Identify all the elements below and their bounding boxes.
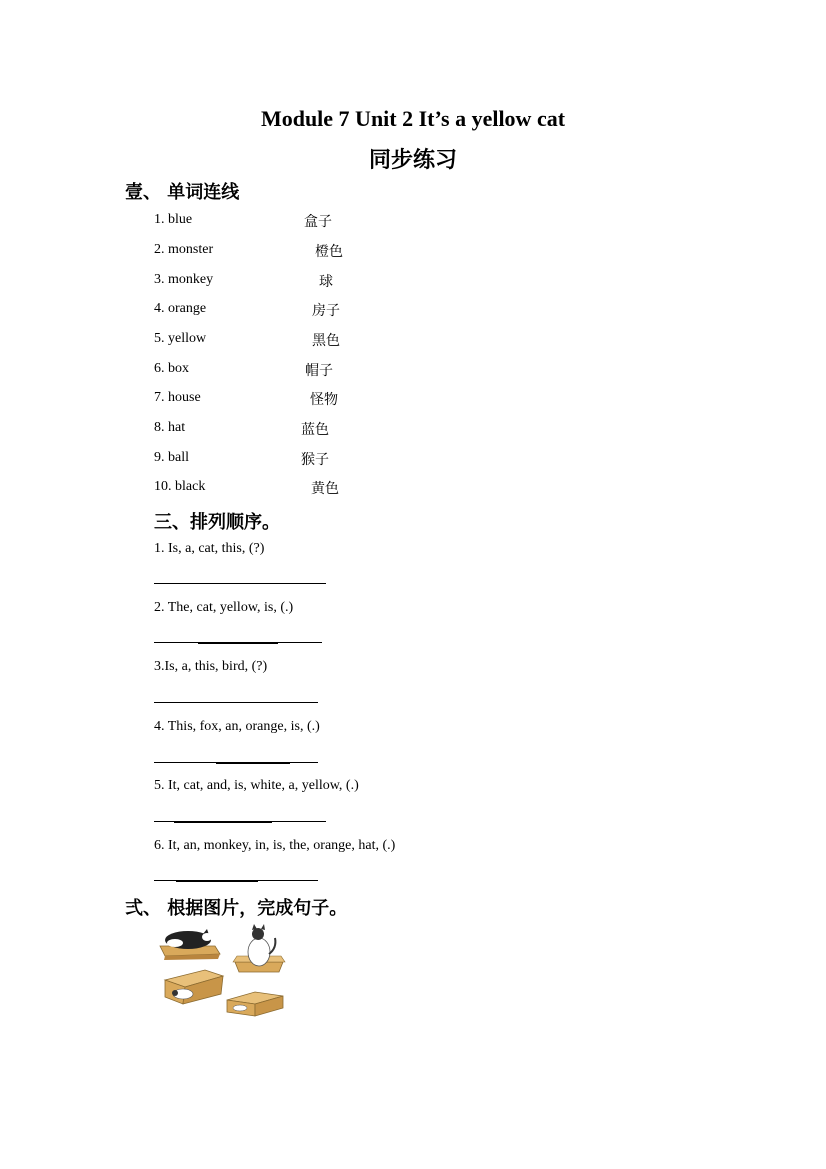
word-item: 7. house [154,390,201,405]
meaning-item: 黄色 [311,481,339,497]
word-item: 2. monster [154,242,214,257]
answer-line[interactable] [154,642,322,643]
question-item: 1. Is, a, cat, this, (?) [154,541,265,556]
question-item: 5. It, cat, and, is, white, a, yellow, (.) [154,778,359,793]
word-item: 5. yellow [154,331,207,346]
page-subtitle: 同步练习 [368,148,457,173]
word-item: 8. hat [154,420,186,435]
word-item: 1. blue [154,212,193,227]
section-heading-sentence-order: 三、排列顺序。 [154,512,280,533]
word-item: 4. orange [154,301,207,316]
section-heading-word-matching: 壹、 单词连线 [125,182,240,203]
meaning-item: 房子 [312,303,340,319]
question-item: 2. The, cat, yellow, is, (.) [154,600,294,615]
meaning-item: 球 [319,274,333,290]
question-item: 3.Is, a, this, bird, (?) [154,659,268,674]
word-item: 10. black [154,479,206,494]
answer-line[interactable] [154,583,326,584]
cat-box-illustrations [155,924,290,1019]
word-item: 9. ball [154,450,189,465]
question-item: 4. This, fox, an, orange, is, (.) [154,719,320,734]
section-heading-picture-sentences: 弍、 根据图片，完成句子。 [125,898,348,919]
cat-behind-box-image [227,992,283,1016]
meaning-item: 帽子 [305,363,333,379]
cat-on-box-image [160,929,220,960]
answer-line[interactable] [154,821,326,822]
meaning-item: 盒子 [304,214,332,230]
cat-under-box-image [165,970,223,1004]
question-item: 6. It, an, monkey, in, is, the, orange, hat, (.) [154,838,396,853]
answer-line[interactable] [154,762,318,763]
cat-in-box-image [233,924,285,972]
meaning-item: 橙色 [315,244,343,260]
meaning-item: 蓝色 [301,422,329,438]
meaning-item: 猴子 [301,452,329,468]
answer-line[interactable] [154,880,318,881]
word-item: 6. box [154,361,189,376]
word-item: 3. monkey [154,272,214,287]
answer-line[interactable] [154,702,318,703]
meaning-item: 黑色 [312,333,340,349]
page-title: Module 7 Unit 2 It’s a yellow cat [260,106,566,131]
meaning-item: 怪物 [310,392,338,408]
